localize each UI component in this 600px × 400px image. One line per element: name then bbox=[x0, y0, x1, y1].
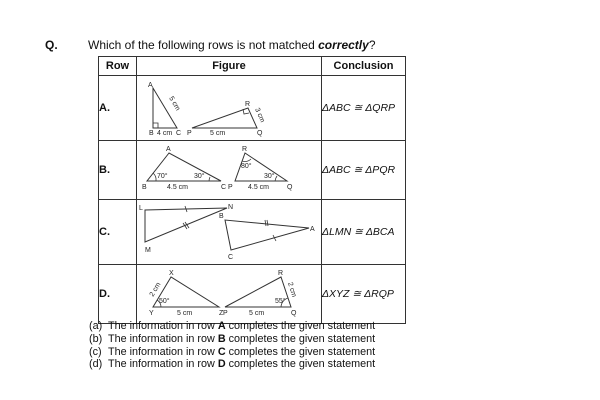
option-b[interactable] bbox=[89, 333, 375, 346]
angle-label: 55° bbox=[275, 298, 286, 305]
vertex-label: B bbox=[149, 130, 154, 137]
option-row: D bbox=[217, 358, 226, 371]
side-length-label: 4.5 cm bbox=[248, 184, 270, 191]
vertex-label: C bbox=[176, 130, 182, 137]
row-label: C. bbox=[99, 200, 137, 265]
option-letter: (d) bbox=[89, 358, 103, 371]
option-text: completes the given statement bbox=[225, 345, 376, 358]
question-table bbox=[98, 56, 406, 324]
option-text: The information in row bbox=[108, 332, 218, 345]
vertex-label: X bbox=[169, 270, 174, 277]
header-conclusion: Conclusion bbox=[322, 57, 406, 76]
vertex-label: A bbox=[148, 82, 153, 89]
angle-label: 70° bbox=[157, 173, 168, 180]
question-text bbox=[88, 38, 376, 52]
table-row bbox=[99, 141, 406, 200]
vertex-label: C bbox=[221, 184, 227, 191]
table-row bbox=[99, 76, 406, 141]
triangle-bca bbox=[225, 220, 309, 250]
option-text: The information in row bbox=[108, 320, 218, 332]
option-row: C bbox=[217, 345, 226, 358]
vertex-label: M bbox=[145, 247, 151, 254]
vertex-label: L bbox=[139, 205, 143, 212]
side-length-label: 5 cm bbox=[177, 310, 193, 317]
option-text: completes the given statement bbox=[225, 320, 376, 332]
vertex-label: Q bbox=[291, 310, 297, 317]
option-d[interactable] bbox=[89, 358, 375, 371]
triangle-lmn bbox=[145, 208, 227, 242]
side-length-label: 4.5 cm bbox=[167, 184, 189, 191]
answer-options bbox=[89, 320, 375, 371]
vertex-label: Q bbox=[287, 184, 293, 191]
option-letter: (c) bbox=[89, 345, 102, 358]
angle-label: 50° bbox=[159, 298, 170, 305]
table-row bbox=[99, 200, 406, 265]
vertex-label: C bbox=[228, 254, 234, 261]
question-emphasis: correctly bbox=[318, 38, 369, 52]
option-letter: (b) bbox=[89, 332, 103, 345]
vertex-label: A bbox=[310, 226, 315, 233]
vertex-label: P bbox=[223, 310, 228, 317]
option-text: The information in row bbox=[108, 358, 218, 371]
vertex-label: R bbox=[242, 146, 248, 153]
angle-label: 30° bbox=[194, 173, 205, 180]
vertex-label: B bbox=[219, 213, 224, 220]
side-length-label: 2 cm bbox=[286, 281, 298, 299]
tick-mark bbox=[265, 220, 266, 226]
side-length-label: 5 cm bbox=[167, 95, 182, 113]
side-length-label: 3 cm bbox=[253, 106, 266, 124]
vertex-label: B bbox=[142, 184, 147, 191]
vertex-label: Y bbox=[149, 310, 154, 317]
table-row bbox=[99, 265, 406, 324]
option-letter: (a) bbox=[89, 320, 103, 332]
side-length-label: 5 cm bbox=[210, 130, 226, 137]
triangle-pqr bbox=[192, 108, 257, 128]
figure-row-b bbox=[137, 141, 321, 199]
side-length-label: 4 cm bbox=[157, 130, 173, 137]
side-length-label: 2 cm bbox=[148, 281, 163, 299]
figure-cell bbox=[137, 76, 322, 141]
angle-arc bbox=[209, 177, 210, 181]
tick-mark bbox=[267, 220, 268, 226]
vertex-label: N bbox=[228, 204, 234, 211]
angle-arc bbox=[153, 173, 156, 181]
option-row: A bbox=[217, 320, 226, 332]
table-header-row bbox=[99, 57, 406, 76]
row-label: B. bbox=[99, 141, 137, 200]
angle-arc bbox=[242, 159, 251, 161]
option-text: completes the given statement bbox=[225, 332, 376, 345]
header-figure: Figure bbox=[137, 57, 322, 76]
figure-row-d bbox=[137, 265, 321, 323]
header-row: Row bbox=[99, 57, 137, 76]
vertex-label: R bbox=[278, 270, 284, 277]
figure-row-a bbox=[137, 76, 321, 140]
vertex-label: P bbox=[187, 130, 192, 137]
question-text-end: ? bbox=[368, 38, 376, 52]
option-text: The information in row bbox=[108, 345, 218, 358]
angle-label: 30° bbox=[264, 173, 275, 180]
figure-cell bbox=[137, 265, 322, 324]
row-label: A. bbox=[99, 76, 137, 141]
option-row: B bbox=[217, 332, 226, 345]
vertex-label: P bbox=[228, 184, 233, 191]
vertex-label: A bbox=[166, 146, 171, 153]
option-text: completes the given statement bbox=[225, 358, 376, 371]
vertex-label: Z bbox=[219, 310, 224, 317]
option-c[interactable] bbox=[89, 346, 375, 359]
figure-row-c bbox=[137, 200, 321, 264]
conclusion-cell: ΔLMN ≅ ΔBCA bbox=[322, 200, 406, 265]
conclusion-cell: ΔABC ≅ ΔPQR bbox=[322, 141, 406, 200]
figure-cell bbox=[137, 141, 322, 200]
figure-cell bbox=[137, 200, 322, 265]
option-a[interactable] bbox=[89, 320, 375, 333]
angle-arc bbox=[275, 176, 277, 181]
row-label: D. bbox=[99, 265, 137, 324]
side-length-label: 5 cm bbox=[249, 310, 265, 317]
angle-label: 80° bbox=[241, 163, 252, 170]
conclusion-cell: ΔXYZ ≅ ΔRQP bbox=[322, 265, 406, 324]
vertex-label: R bbox=[245, 101, 251, 108]
vertex-label: Q bbox=[257, 130, 263, 137]
question-number: Q. bbox=[45, 38, 58, 52]
question-text-start: Which of the following rows is not matched bbox=[88, 38, 319, 52]
right-angle-mark bbox=[153, 123, 158, 128]
conclusion-cell: ΔABC ≅ ΔQRP bbox=[322, 76, 406, 141]
